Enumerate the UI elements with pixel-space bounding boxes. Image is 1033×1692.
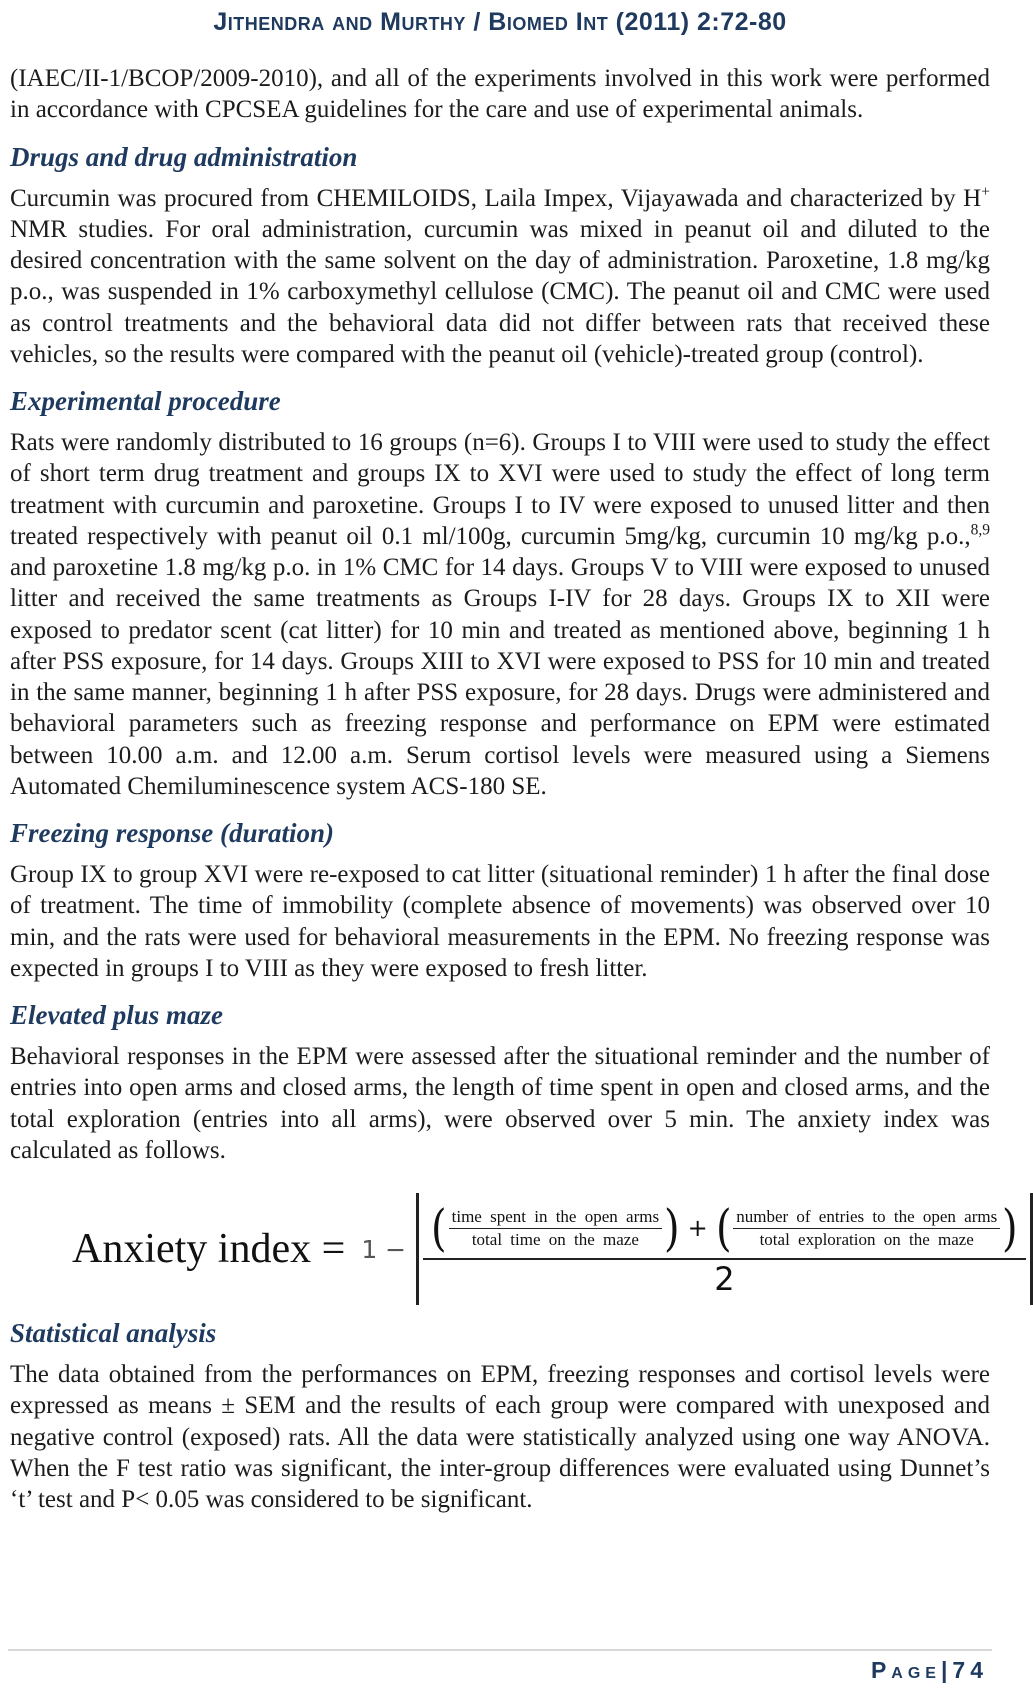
paragraph-experimental: Rats were randomly distributed to 16 groups (n=6). Groups I to VIII were used to study the effect of short term drug treatment and groups IX to XVI were used to study the effect of long term treatment with curcumin and paroxetine. Groups I to IV were exposed to unused litter and then treated respectively with peanut oil 0.1 ml/100g, curcumin 5mg/kg, curcumin 10 mg/kg p.o.,$^{8,9}$ and paroxetine 1.8 mg/kg p.o. in 1% CMC for 14 days. Groups V to VIII were exposed to unused litter and received the same treatments as Groups I-IV for 28 days. Groups IX to XII were exposed to predator scent (cat litter) for 10 min and treated as mentioned above, beginning 1 h after PSS exposure, for 14 days. Groups XIII to XVI were exposed to PSS for 10 min and treated in the same manner, beginning 1 h after PSS exposure, for 28 days. Drugs were administered and behavioral parameters such as freezing response and performance on EPM were estimated between 10.00 a.m. and 12.00 a.m. Serum cortisol levels were measured using a Siemens Automated Chemiluminescence system ACS-180 SE. bbox=[10, 429, 990, 800]
formula-denominator: 2 bbox=[714, 1260, 735, 1299]
section-heading-freezing: Freezing response (duration) bbox=[10, 818, 335, 849]
section-heading-drugs: Drugs and drug administration bbox=[10, 141, 358, 172]
entries-fraction: $\frac{\text{number of entries to the open arms}}{\text{total exploration on the maze}}$ bbox=[733, 1207, 1000, 1250]
formula-right-bracket bbox=[1030, 1193, 1033, 1305]
paragraph-epm: Behavioral responses in the EPM were assessed after the situational reminder and the number of entries into open arms and closed arms, the length of time spent in open and closed arms, and the total exploration (entries into all arms), were observed over 5 min. The anxiety index was calculated as follows. bbox=[10, 1043, 990, 1164]
paragraph-stats: The data obtained from the performances on EPM, freezing responses and cortisol levels were expressed as means ± SEM and the results of each group were compared with unexposed and negative control (exposed) rats. All the data were statistically analyzed using one way ANOVA. When the F test ratio was significant, the inter-group differences were evaluated using Dunnet’s ‘t’ test and P< 0.05 was considered to be significant. bbox=[10, 1361, 990, 1514]
plus-sign: + bbox=[687, 1214, 708, 1243]
time-fraction: $\frac{\text{time spent in the open arms}}{\text{total time on the maze}}$ bbox=[449, 1207, 662, 1250]
formula-one-minus: 1 − bbox=[361, 1234, 407, 1264]
page-footer bbox=[10, 1649, 990, 1684]
paragraph-ethics: (IAEC/II-1/BCOP/2009-2010), and all of the experiments involved in this work were performed in accordance with CPCSEA guidelines for the care and use of experimental animals. bbox=[10, 65, 990, 124]
left-paren: ( bbox=[431, 1199, 447, 1258]
paragraph-drugs: Curcumin was procured from CHEMILOIDS, Laila Impex, Vijayawada and characterized by H+ NMR studies. For oral administration, curcumin was mixed in peanut oil and diluted to the desired concentration with the same solvent on the day of administration. Paroxetine, 1.8 mg/kg p.o., was suspended in 1% carboxymethyl cellulose (CMC). The peanut oil and CMC were used as control treatments and the behavioral data did not differ between rats that received these vehicles, so the results were compared with the peanut oil (vehicle)-treated group (control). bbox=[10, 183, 990, 368]
section-heading-stats: Statistical analysis bbox=[10, 1318, 217, 1349]
formula-lhs: Anxiety index = bbox=[72, 1226, 346, 1273]
section-heading-experimental: Experimental procedure bbox=[10, 386, 281, 417]
right-paren: ) bbox=[664, 1199, 680, 1258]
page-number: Page|74 bbox=[870, 1657, 988, 1683]
anxiety-index-formula bbox=[10, 1193, 1018, 1305]
formula-numerator-row bbox=[423, 1199, 1026, 1260]
left-paren: ( bbox=[715, 1199, 732, 1258]
section-heading-epm: Elevated plus maze bbox=[10, 1000, 223, 1031]
running-head: Jithendra and Murthy / Biomed Int (2011) 2:72-80 bbox=[213, 8, 787, 36]
paragraph-freezing: Group IX to group XVI were re-exposed to cat litter (situational reminder) 1 h after the final dose of treatment. The time of immobility (complete absence of movements) was observed over 10 min, and the rats were used for behavioral measurements in the EPM. No freezing response was expected in groups I to VIII as they were exposed to fresh litter. bbox=[10, 861, 990, 982]
right-paren: ) bbox=[1002, 1199, 1018, 1258]
formula-fraction-stack bbox=[419, 1193, 1030, 1305]
